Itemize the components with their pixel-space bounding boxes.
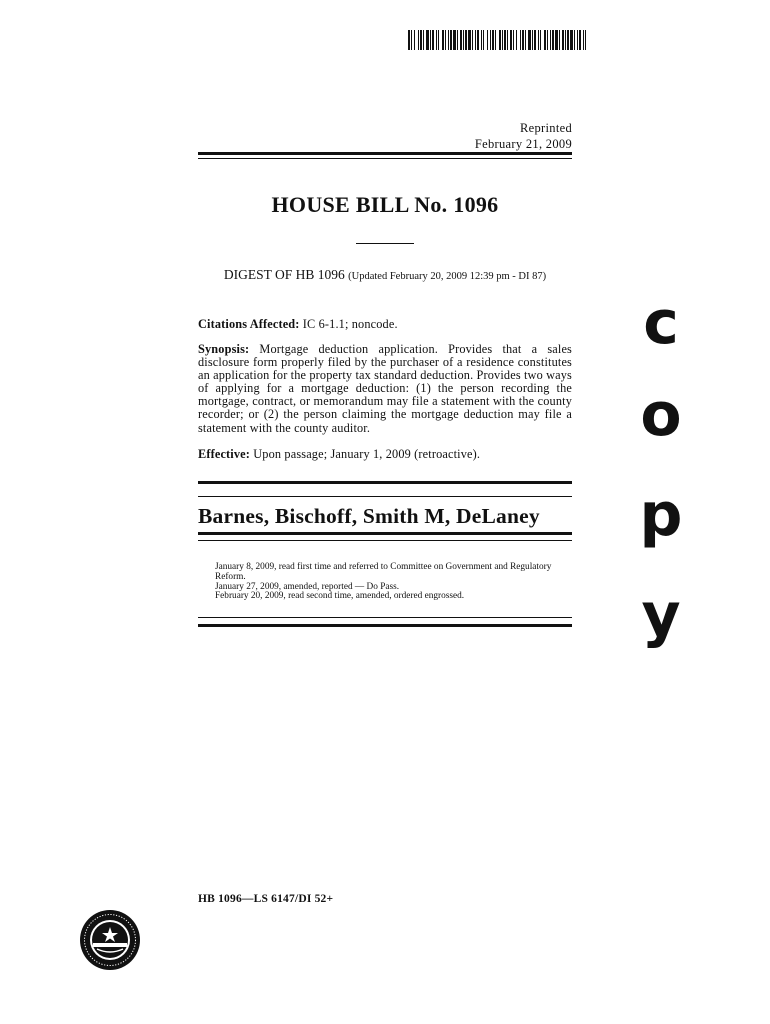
citations-affected [198,318,572,331]
effective-text: Upon passage; January 1, 2009 (retroactive). [253,447,481,461]
reprinted-date: February 21, 2009 [474,137,572,151]
citations-label: Citations Affected: [198,317,300,331]
history-entry: February 20, 2009, read second time, amended, ordered engrossed. [215,591,465,602]
citations-text: IC 6-1.1; noncode. [302,317,398,331]
synopsis-label: Synopsis: [198,342,250,356]
copy-watermark-o: o [640,380,682,450]
history-entry: January 8, 2009, read first time and referred to Committee on Government and Regulatory Reform. [215,562,552,582]
authors-rule-top-thick [198,481,572,484]
reprinted-label: Reprinted [520,121,572,135]
synopsis [198,343,572,435]
bill-title: HOUSE BILL No. 1096 [271,192,499,217]
copy-watermark-y: y [641,580,681,650]
effective [198,448,572,461]
authors-rule-bottom-thick [198,532,572,535]
digest-heading [198,267,572,283]
state-seal-icon [79,909,141,971]
digest-updated: (Updated February 20, 2009 12:39 pm - DI 87) [348,271,547,282]
bill-authors: Barnes, Bischoff, Smith M, DeLaney [198,504,540,528]
synopsis-text: Mortgage deduction application. Provides that a sales disclosure form properly filed by the purchaser of a residence constitutes an application for the property tax standard deduction. Provides two ways of applying for a mortgage deduction: (1) the person recording the mortgage, contract, or memorandum may file a statement with the county recorder; or (2) the person claiming the mortgage deduction may file a statement with the county auditor. [198,342,572,435]
header-rule-thick [198,152,572,155]
copy-watermark-c: c [643,288,679,358]
history-entry: January 27, 2009, amended, reported — Do Pass. [215,581,400,592]
effective-label: Effective: [198,447,251,461]
history-rule-thick [198,624,572,627]
authors-rule-top-thin [198,496,572,497]
authors-rule-bottom-thin [198,540,572,541]
history-rule-thin [198,617,572,618]
digest-title: DIGEST OF HB 1096 [223,267,345,282]
barcode-icon [408,30,589,50]
header-rule-thin [198,158,572,159]
legislative-history [198,563,572,602]
copy-watermark-p: p [639,480,683,550]
document-footer: HB 1096—LS 6147/DI 52+ [198,893,334,905]
title-divider [356,243,414,244]
